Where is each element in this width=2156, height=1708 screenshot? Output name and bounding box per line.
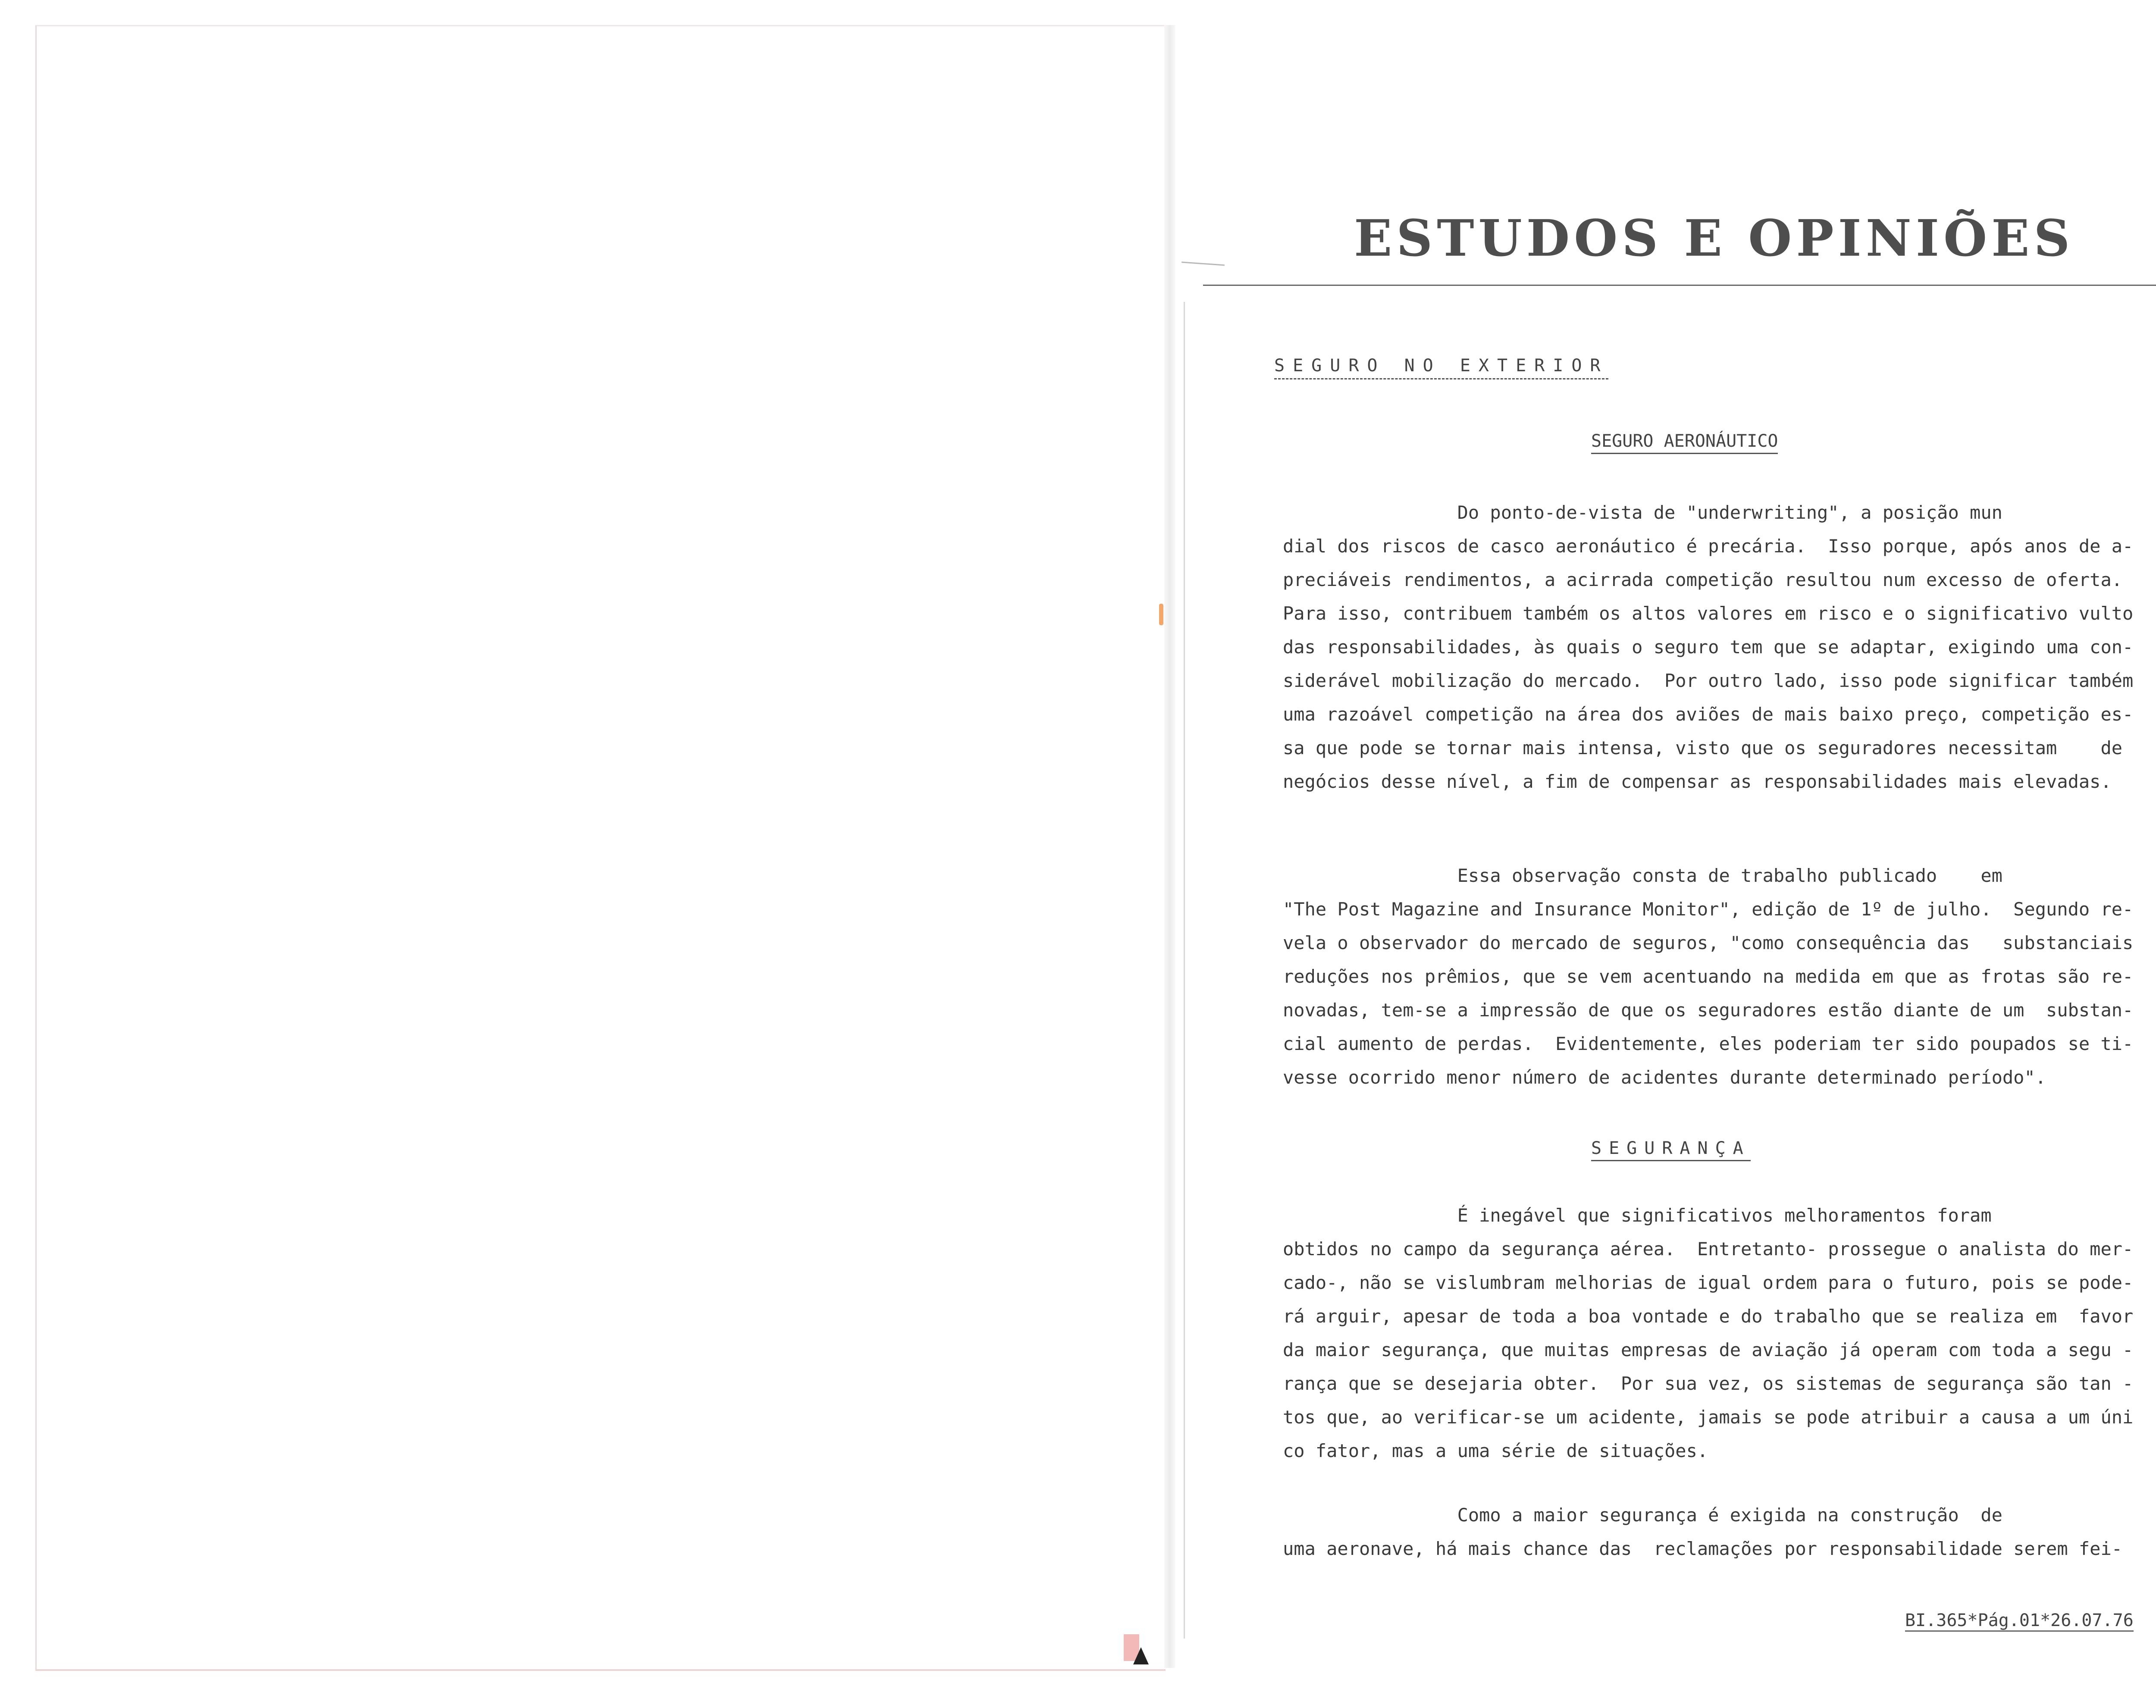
subhead-seguranca: SEGURANÇA (1591, 1138, 1751, 1161)
text-line: preciáveis rendimentos, a acirrada competição resultou num excesso de oferta. (1283, 569, 2123, 590)
blank-left-page (35, 25, 1166, 1671)
text-line: sa que pode se tornar mais intensa, visto que os seguradores necessitam de (1283, 737, 2123, 758)
text-line: negócios desse nível, a fim de compensar as responsabilidades mais elevadas. (1283, 771, 2112, 792)
text-line: É inegável que significativos melhoramentos foram (1283, 1205, 1992, 1226)
text-line: vesse ocorrido menor número de acidentes durante determinado período". (1283, 1067, 2046, 1088)
binding-line (1184, 302, 1185, 1639)
page-heading: ESTUDOS E OPINIÕES (1354, 209, 2075, 268)
paragraph-1 (1283, 496, 2147, 799)
text-line: das responsabilidades, às quais o seguro tem que se adaptar, exigindo uma con- (1283, 636, 2134, 658)
text-line: vela o observador do mercado de seguros, "como consequência das substanciais (1283, 932, 2134, 953)
text-line: da maior segurança, que muitas empresas de aviação já operam com toda a segu - (1283, 1339, 2134, 1360)
subhead-seguro-aeronautico: SEGURO AERONÁUTICO (1591, 431, 1778, 454)
text-line: tos que, ao verificar-se um acidente, jamais se pode atribuir a causa a um úni (1283, 1407, 2134, 1428)
text-line: Do ponto-de-vista de "underwriting", a posição mun (1283, 502, 2002, 523)
text-line: cado-, não se vislumbram melhorias de igual ordem para o futuro, pois se pode- (1283, 1272, 2134, 1293)
page-footer-reference: BI.365*Pág.01*26.07.76 (1905, 1611, 2134, 1632)
text-line: Para isso, contribuem também os altos valores em risco e o significativo vulto (1283, 603, 2134, 624)
margin-dash (1181, 262, 1225, 266)
text-line: rá arguir, apesar de toda a boa vontade e do trabalho que se realiza em favor (1283, 1306, 2134, 1327)
text-line: novadas, tem-se a impressão de que os seguradores estão diante de um substan- (1283, 1000, 2134, 1021)
text-line: Essa observação consta de trabalho publicado em (1283, 865, 2002, 886)
paragraph-4 (1283, 1498, 2147, 1566)
text-line: co fator, mas a uma série de situações. (1283, 1440, 1708, 1461)
page-gutter (1164, 25, 1175, 1668)
text-line: obtidos no campo da segurança aérea. Entretanto- prossegue o analista do mer- (1283, 1238, 2134, 1260)
text-line: cial aumento de perdas. Evidentemente, eles poderiam ter sido poupados se ti- (1283, 1033, 2134, 1054)
heading-underline (1203, 285, 2156, 286)
text-line: siderável mobilização do mercado. Por outro lado, isso pode significar também (1283, 670, 2134, 691)
text-line: rança que se desejaria obter. Por sua vez, os sistemas de segurança são tan - (1283, 1373, 2134, 1394)
text-line: dial dos riscos de casco aeronáutico é precária. Isso porque, após anos de a- (1283, 536, 2134, 557)
section-title: SEGURO NO EXTERIOR (1274, 356, 1608, 379)
text-line: reduções nos prêmios, que se vem acentuando na medida em que as frotas são re- (1283, 966, 2134, 987)
paragraph-2 (1283, 859, 2147, 1094)
text-line: Como a maior segurança é exigida na construção de (1283, 1504, 2002, 1526)
text-line: uma razoável competição na área dos aviões de mais baixo preço, competição es- (1283, 704, 2134, 725)
text-line: uma aeronave, há mais chance das reclamações por responsabilidade serem fei- (1283, 1538, 2123, 1559)
paragraph-3 (1283, 1199, 2147, 1468)
binding-stain (1159, 604, 1163, 625)
text-line: "The Post Magazine and Insurance Monitor", edição de 1º de julho. Segundo re- (1283, 899, 2134, 920)
gutter-triangle-mark (1133, 1647, 1149, 1664)
